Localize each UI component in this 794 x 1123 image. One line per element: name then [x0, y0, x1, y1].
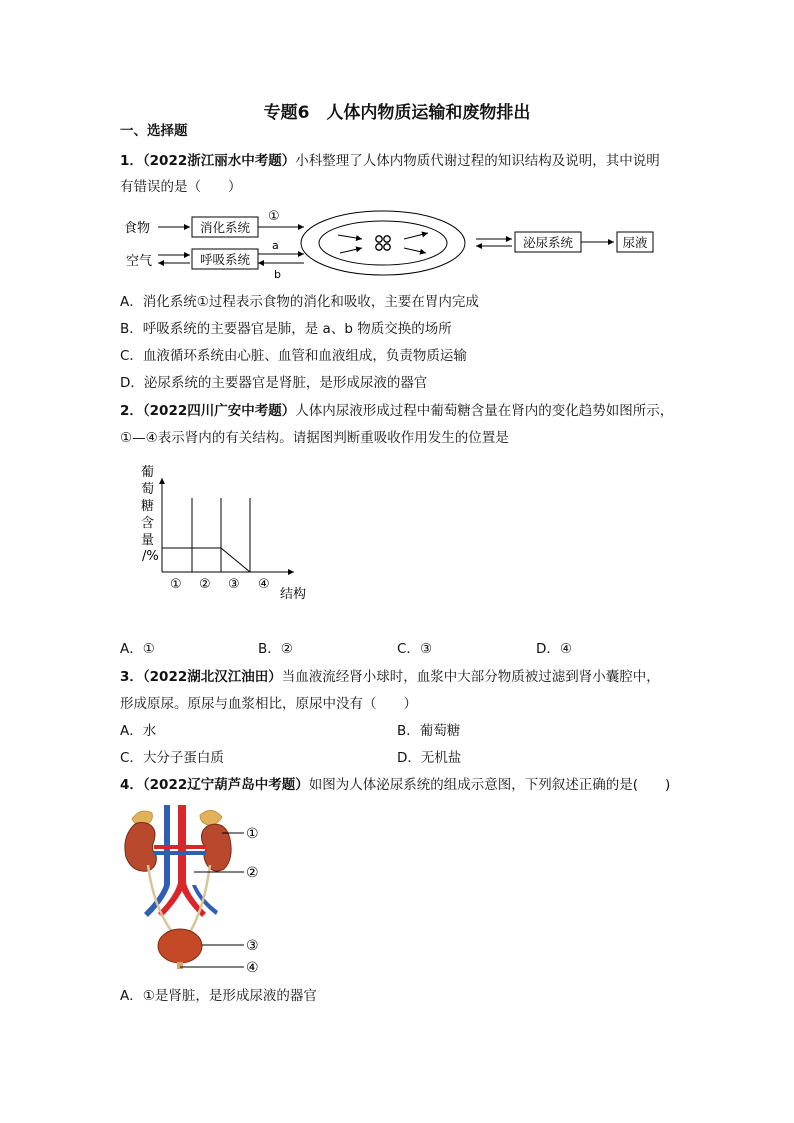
food-label: 食物 — [124, 221, 151, 236]
q3-source: （2022湖北汉江油田） — [142, 669, 282, 685]
q3-line1 — [120, 667, 660, 687]
q2-chart — [138, 462, 318, 604]
q4-line1 — [120, 775, 670, 795]
glucose-trend-line — [162, 548, 250, 572]
q4-source: （2022辽宁葫芦岛中考题） — [142, 777, 309, 793]
marker-1: ① — [268, 209, 280, 224]
x-tick: ① — [170, 577, 182, 592]
q2-line2: ①—④表示肾内的有关结构。请据图判断重吸收作用发生的位置是 — [120, 430, 509, 446]
q2-line1 — [120, 401, 673, 421]
label-b: b — [274, 268, 281, 281]
x-tick: ③ — [228, 577, 240, 592]
flow-arrow — [404, 233, 428, 239]
q3-option-c[interactable]: C．大分子蛋白质 — [120, 750, 224, 766]
q2-number: 2． — [120, 403, 143, 419]
heart-icon — [376, 236, 390, 250]
q1-line2: 有错误的是（ ） — [120, 179, 242, 195]
x-axis-label: 结构 — [280, 587, 307, 602]
adrenal-gland-right — [200, 810, 222, 825]
q1-option-a[interactable]: A．消化系统①过程表示食物的消化和吸收，主要在胃内完成 — [120, 294, 479, 310]
renal-artery — [154, 845, 206, 849]
q1-option-c[interactable]: C．血液循环系统由心脏、血管和血液组成，负责物质运输 — [120, 348, 467, 364]
q4-option-a[interactable]: A．①是肾脏，是形成尿液的器官 — [120, 988, 317, 1004]
q2-text: 人体内尿液形成过程中葡萄糖含量在肾内的变化趋势如图所示， — [295, 403, 674, 419]
q2-option-c[interactable]: C．③ — [397, 641, 433, 657]
y-label-char: 糖 — [141, 499, 155, 514]
x-tick: ② — [199, 577, 211, 592]
q2-option-b[interactable]: B．② — [258, 641, 293, 657]
q1-line1 — [120, 151, 660, 171]
bladder — [158, 929, 202, 963]
q1-diagram — [118, 205, 678, 287]
label-2: ② — [246, 865, 259, 881]
digestive-label: 消化系统 — [199, 220, 251, 235]
q3-option-a[interactable]: A．水 — [120, 723, 157, 739]
label-4: ④ — [246, 960, 259, 976]
renal-vein — [154, 851, 206, 855]
y-label-char: 萄 — [141, 482, 155, 497]
q1-source: （2022浙江丽水中考题） — [142, 153, 296, 169]
urinary-label: 泌尿系统 — [522, 235, 574, 250]
q2-option-d[interactable]: D．④ — [536, 641, 573, 657]
q1-number: 1． — [120, 153, 143, 169]
page-title: 专题6 人体内物质运输和废物排出 — [263, 103, 531, 123]
flow-arrow — [338, 235, 362, 239]
q1-option-d[interactable]: D．泌尿系统的主要器官是肾脏，是形成尿液的器官 — [120, 375, 428, 391]
flow-arrow — [340, 248, 362, 253]
urinary-system-illustration — [118, 805, 278, 977]
y-label-char: 含 — [141, 516, 155, 531]
urethra — [177, 962, 183, 969]
q3-option-d[interactable]: D．无机盐 — [397, 750, 462, 766]
respiratory-label: 呼吸系统 — [199, 252, 251, 267]
label-1: ① — [246, 826, 259, 842]
q2-source: （2022四川广安中考题） — [142, 403, 296, 419]
inner-ellipse — [319, 221, 447, 265]
flow-arrow — [404, 248, 426, 253]
q3-number: 3． — [120, 669, 143, 685]
label-a: a — [272, 239, 279, 252]
air-label: 空气 — [126, 254, 153, 269]
q3-line2: 形成原尿。原尿与血浆相比，原尿中没有（ ） — [120, 696, 417, 712]
x-tick: ④ — [258, 577, 270, 592]
q1-text: 小科整理了人体内物质代谢过程的知识结构及说明，其中说明 — [295, 153, 660, 169]
q1-option-b[interactable]: B．呼吸系统的主要器官是肺，是 a、b 物质交换的场所 — [120, 321, 452, 337]
label-3: ③ — [246, 938, 259, 954]
y-label-char: 葡 — [141, 465, 155, 480]
q3-text: 当血液流经肾小球时，血浆中大部分物质被过滤到肾小囊腔中， — [281, 669, 660, 685]
q2-option-a[interactable]: A．① — [120, 641, 155, 657]
y-unit: /% — [142, 549, 159, 564]
q3-option-b[interactable]: B．葡萄糖 — [397, 723, 461, 739]
y-label-char: 量 — [141, 533, 155, 548]
section-heading: 一、选择题 — [120, 123, 188, 139]
q4-text: 如图为人体泌尿系统的组成示意图，下列叙述正确的是( ) — [308, 777, 671, 793]
q4-number: 4． — [120, 777, 143, 793]
urine-label: 尿液 — [622, 235, 648, 250]
kidney-left — [125, 823, 156, 872]
